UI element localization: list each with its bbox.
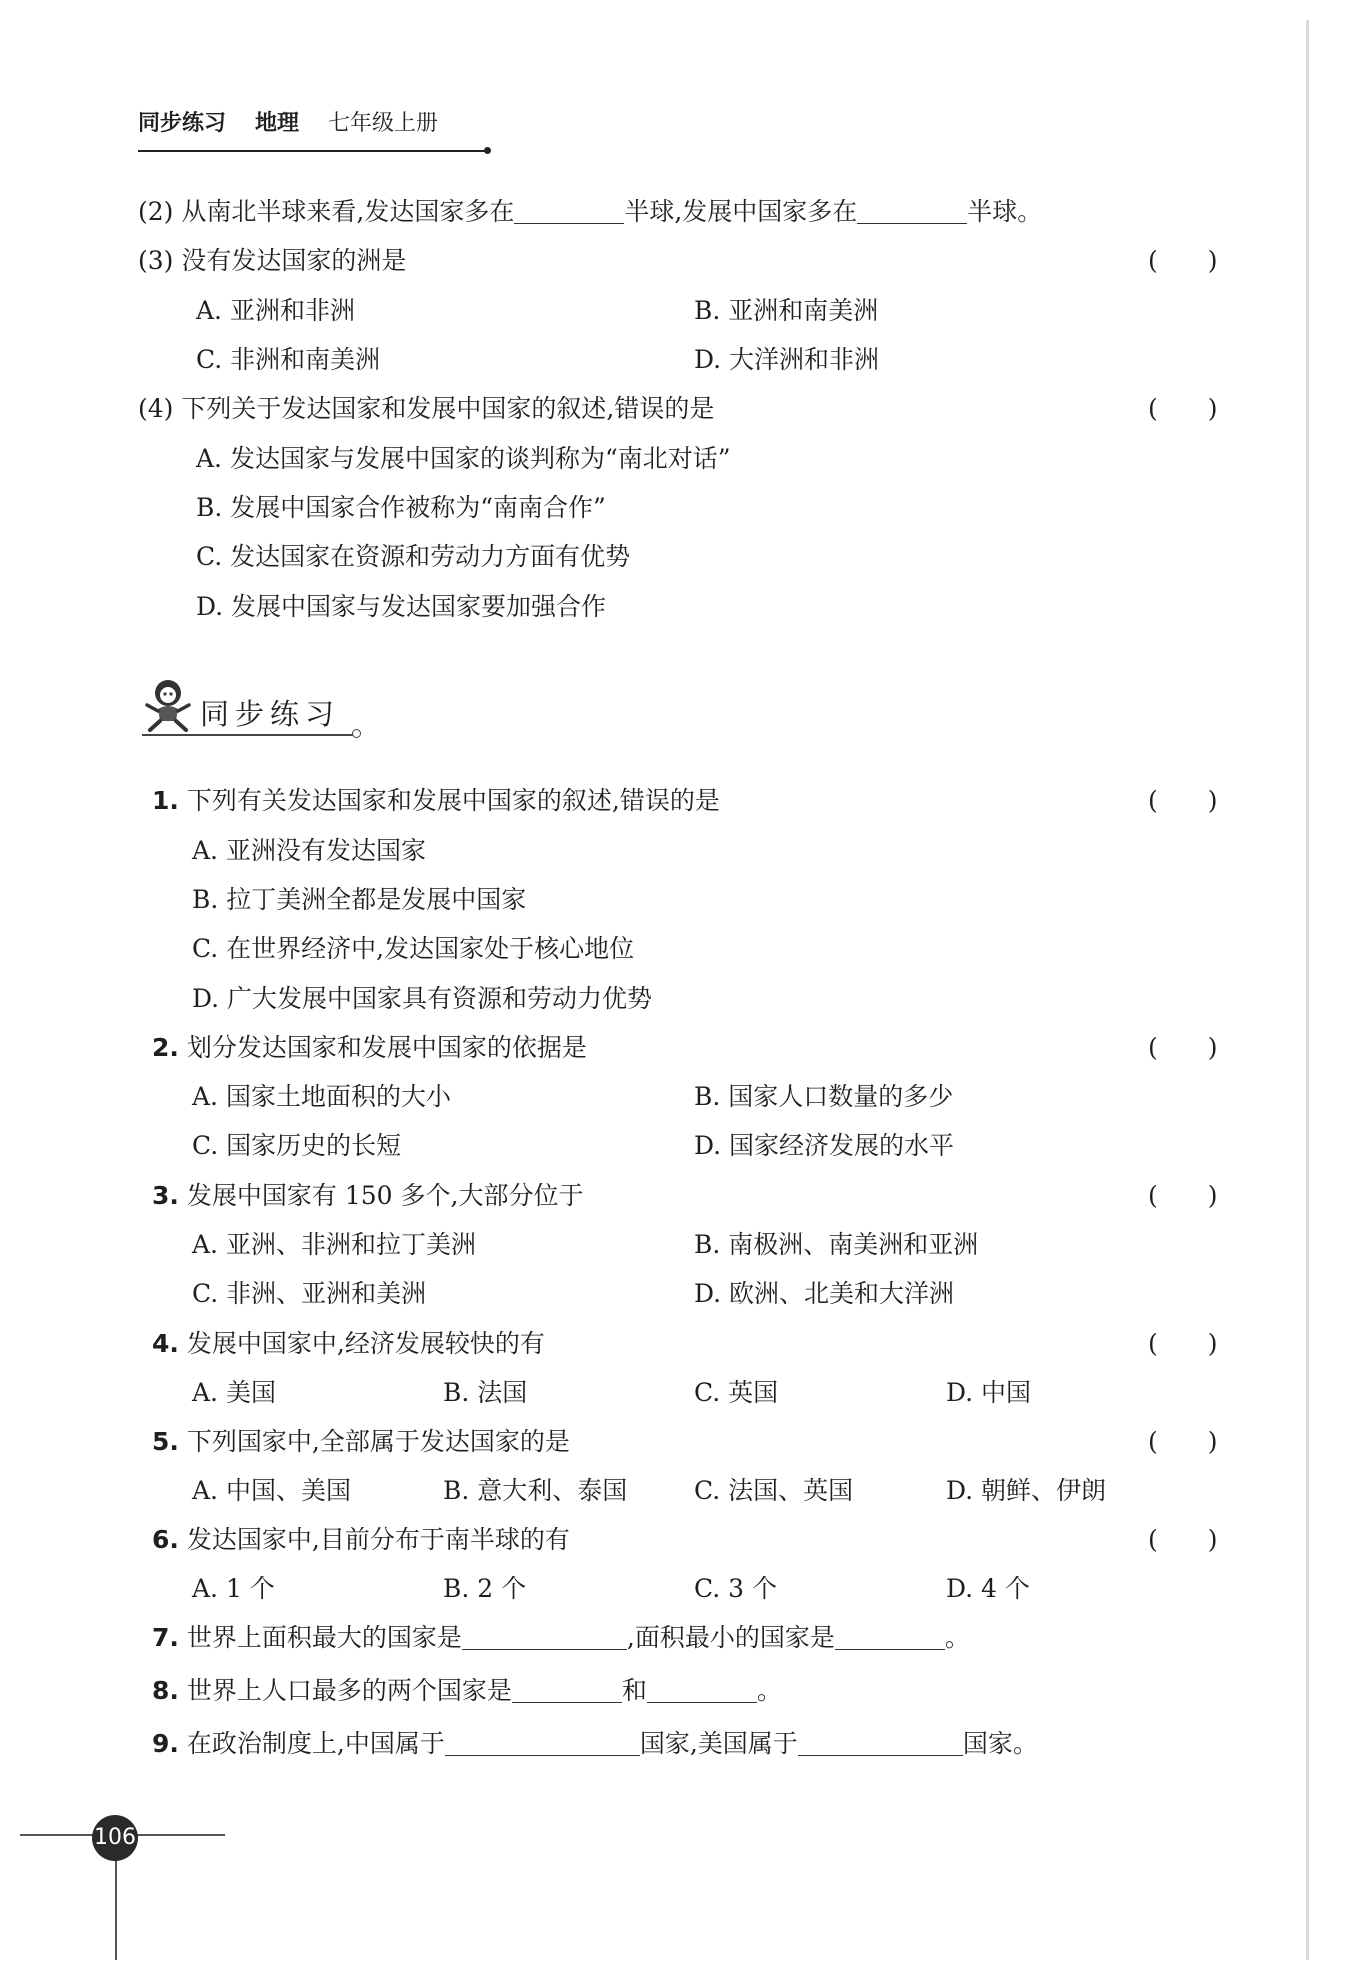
q1-option-b: B. 拉丁美洲全都是发展中国家 xyxy=(192,885,527,914)
top-q3-text: 没有发达国家的洲是 xyxy=(181,246,407,275)
q5-option-c: C. 法国、英国 xyxy=(694,1476,854,1505)
q4-text: 发展中国家中,经济发展较快的有 xyxy=(186,1329,545,1358)
q4-number: 4. xyxy=(152,1329,179,1358)
top-q3-option-c: C. 非洲和南美洲 xyxy=(196,345,381,374)
q9-part2: 国家,美国属于 xyxy=(639,1729,798,1758)
q9-part3: 国家。 xyxy=(962,1729,1038,1758)
header-grade: 七年级上册 xyxy=(328,111,439,136)
top-q2-part1: 从南北半球来看,发达国家多在 xyxy=(181,197,515,226)
header-rule xyxy=(138,150,486,152)
header-book: 同步练习 xyxy=(138,111,227,136)
answer-blank[interactable] xyxy=(835,1625,945,1650)
q9-number: 9. xyxy=(152,1729,179,1758)
q1-option-c: C. 在世界经济中,发达国家处于核心地位 xyxy=(192,934,635,963)
q5-number: 5. xyxy=(152,1427,179,1456)
top-q4-option-a: A. 发达国家与发展中国家的谈判称为“南北对话” xyxy=(196,444,731,473)
top-q3-option-a: A. 亚洲和非洲 xyxy=(196,296,355,325)
q9-part1: 在政治制度上,中国属于 xyxy=(186,1729,445,1758)
q1-text: 下列有关发达国家和发展中国家的叙述,错误的是 xyxy=(186,786,720,815)
answer-paren[interactable]: ( ) xyxy=(1148,246,1218,275)
top-q2 xyxy=(138,197,1042,227)
answer-paren[interactable]: ( ) xyxy=(1148,1427,1218,1456)
section-title: 同步练习 xyxy=(200,697,341,731)
q3-text: 发展中国家有 150 多个,大部分位于 xyxy=(186,1181,584,1210)
q5-option-b: B. 意大利、泰国 xyxy=(443,1476,628,1505)
q8-part1: 世界上人口最多的两个国家是 xyxy=(186,1676,512,1705)
answer-blank[interactable] xyxy=(462,1625,627,1650)
top-q4-option-d: D. 发展中国家与发达国家要加强合作 xyxy=(196,592,607,621)
q6-option-c: C. 3 个 xyxy=(694,1574,777,1603)
q9 xyxy=(152,1729,1038,1759)
q1-option-d: D. 广大发展中国家具有资源和劳动力优势 xyxy=(192,984,653,1013)
q4-option-c: C. 英国 xyxy=(694,1378,779,1407)
top-q4-text: 下列关于发达国家和发展中国家的叙述,错误的是 xyxy=(181,394,715,423)
top-q3-option-d: D. 大洋洲和非洲 xyxy=(694,345,880,374)
footer-vertical-rule xyxy=(115,1856,117,1960)
q3-option-b: B. 南极洲、南美洲和亚洲 xyxy=(694,1230,979,1259)
header-rule-dot xyxy=(484,147,491,154)
q6-option-d: D. 4 个 xyxy=(946,1574,1030,1603)
answer-blank[interactable] xyxy=(514,199,624,224)
answer-paren[interactable]: ( ) xyxy=(1148,1525,1218,1554)
q4-option-d: D. 中国 xyxy=(946,1378,1032,1407)
answer-blank[interactable] xyxy=(445,1731,640,1756)
top-q2-part3: 半球。 xyxy=(967,197,1043,226)
top-q4-stem xyxy=(138,394,714,424)
top-q4-option-c: C. 发达国家在资源和劳动力方面有优势 xyxy=(196,542,631,571)
section-rule xyxy=(142,734,354,736)
top-q3-option-b: B. 亚洲和南美洲 xyxy=(694,296,879,325)
q2-number: 2. xyxy=(152,1033,179,1062)
q2-stem xyxy=(152,1033,587,1063)
q3-number: 3. xyxy=(152,1181,179,1210)
page-number: 106 xyxy=(92,1815,138,1861)
q2-option-b: B. 国家人口数量的多少 xyxy=(694,1082,954,1111)
q3-option-d: D. 欧洲、北美和大洋洲 xyxy=(694,1279,955,1308)
mascot-icon xyxy=(142,675,194,733)
q4-stem xyxy=(152,1329,545,1359)
q6-option-b: B. 2 个 xyxy=(443,1574,527,1603)
answer-blank[interactable] xyxy=(647,1678,757,1703)
q8 xyxy=(152,1676,782,1706)
top-q4-label: (4) xyxy=(138,394,174,423)
q5-text: 下列国家中,全部属于发达国家的是 xyxy=(186,1427,570,1456)
q6-text: 发达国家中,目前分布于南半球的有 xyxy=(186,1525,570,1554)
top-q4-option-b: B. 发展中国家合作被称为“南南合作” xyxy=(196,493,606,522)
q8-part2: 和 xyxy=(621,1676,647,1705)
q5-option-d: D. 朝鲜、伊朗 xyxy=(946,1476,1107,1505)
section-rule-circle xyxy=(352,729,361,738)
q8-number: 8. xyxy=(152,1676,179,1705)
q6-option-a: A. 1 个 xyxy=(192,1574,275,1603)
page-header xyxy=(138,106,460,137)
q7 xyxy=(152,1623,970,1653)
page-edge xyxy=(1306,20,1309,1960)
q6-stem xyxy=(152,1525,570,1555)
q4-option-a: A. 美国 xyxy=(192,1378,276,1407)
q1-stem xyxy=(152,786,720,816)
q2-option-c: C. 国家历史的长短 xyxy=(192,1131,402,1160)
answer-blank[interactable] xyxy=(512,1678,622,1703)
q2-text: 划分发达国家和发展中国家的依据是 xyxy=(186,1033,587,1062)
answer-paren[interactable]: ( ) xyxy=(1148,1181,1218,1210)
answer-paren[interactable]: ( ) xyxy=(1148,786,1218,815)
top-q2-part2: 半球,发展中国家多在 xyxy=(624,197,858,226)
answer-paren[interactable]: ( ) xyxy=(1148,1329,1218,1358)
q7-number: 7. xyxy=(152,1623,179,1652)
answer-paren[interactable]: ( ) xyxy=(1148,1033,1218,1062)
header-subject: 地理 xyxy=(255,111,300,136)
q5-stem xyxy=(152,1427,570,1457)
top-q3-label: (3) xyxy=(138,246,174,275)
q7-part3: 。 xyxy=(944,1623,970,1652)
q3-option-c: C. 非洲、亚洲和美洲 xyxy=(192,1279,427,1308)
q1-number: 1. xyxy=(152,786,179,815)
q4-option-b: B. 法国 xyxy=(443,1378,528,1407)
answer-blank[interactable] xyxy=(798,1731,963,1756)
q3-option-a: A. 亚洲、非洲和拉丁美洲 xyxy=(192,1230,476,1259)
answer-paren[interactable]: ( ) xyxy=(1148,394,1218,423)
q2-option-d: D. 国家经济发展的水平 xyxy=(694,1131,955,1160)
q8-part3: 。 xyxy=(756,1676,782,1705)
q6-number: 6. xyxy=(152,1525,179,1554)
q2-option-a: A. 国家土地面积的大小 xyxy=(192,1082,451,1111)
q7-part1: 世界上面积最大的国家是 xyxy=(186,1623,462,1652)
q7-part2: ,面积最小的国家是 xyxy=(626,1623,835,1652)
q3-stem xyxy=(152,1181,583,1211)
top-q2-label: (2) xyxy=(138,197,174,226)
q1-option-a: A. 亚洲没有发达国家 xyxy=(192,836,426,865)
answer-blank[interactable] xyxy=(857,199,967,224)
q5-option-a: A. 中国、美国 xyxy=(192,1476,351,1505)
top-q3-stem xyxy=(138,246,406,276)
